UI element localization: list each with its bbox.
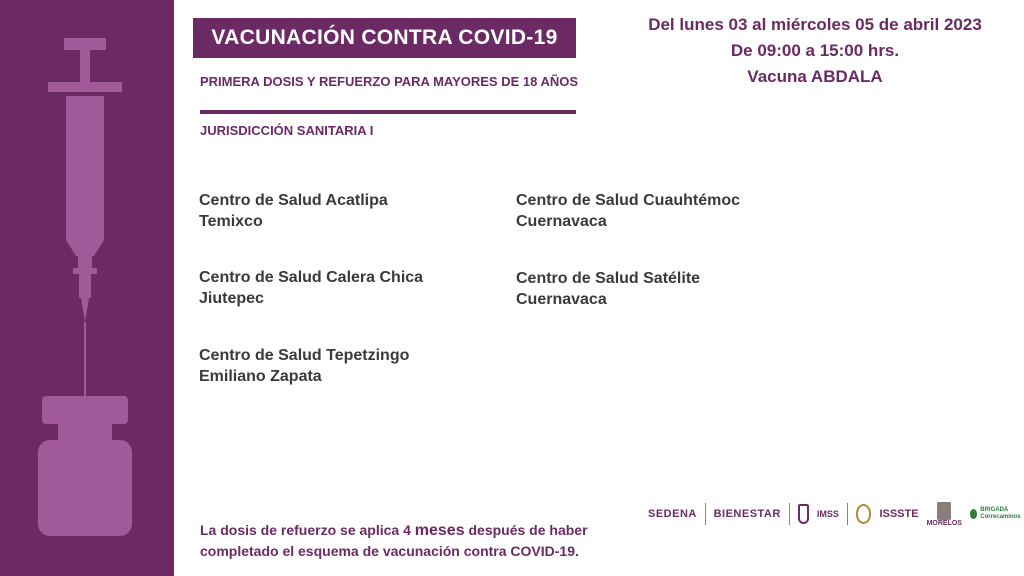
imss-logo: IMSS: [816, 509, 839, 519]
institution-logos: [648, 494, 1024, 534]
center-item: [516, 268, 700, 310]
page-subtitle: PRIMERA DOSIS Y REFUERZO PARA MAYORES DE 18 AÑOS: [200, 74, 579, 89]
center-item: [516, 190, 740, 232]
center-name: Centro de Salud Calera Chica: [199, 269, 424, 286]
logo-separator: [847, 503, 848, 525]
syringe-needle-base: [81, 298, 89, 322]
issste-eagle-icon: [856, 504, 872, 524]
center-city: Jiutepec: [199, 290, 264, 307]
bienestar-logo: BIENESTAR: [713, 508, 781, 520]
jurisdiction-label: JURISDICCIÓN SANITARIA I: [200, 123, 374, 138]
syringe-hub: [78, 256, 92, 270]
booster-note: [200, 520, 630, 562]
vial-cap: [42, 396, 128, 424]
schedule-block: [610, 12, 1020, 90]
sedena-logo: SEDENA: [648, 508, 697, 520]
booster-note-part2: después de haber completado el esquema de vacunación contra COVID-19.: [200, 522, 588, 559]
booster-note-part1: La dosis de refuerzo se aplica 4: [200, 522, 415, 538]
syringe-barrel: [66, 96, 104, 256]
brigada-label: BRIGADA Correcaminos: [980, 507, 1021, 520]
morelos-label: MORELOS: [926, 519, 962, 527]
center-city: Emiliano Zapata: [199, 368, 322, 385]
morelos-logo: [927, 502, 962, 527]
center-city: Temixco: [199, 213, 263, 230]
syringe-needle: [84, 322, 86, 398]
syringe-plunger-rod: [80, 50, 90, 82]
syringe-tip: [79, 274, 91, 298]
center-name: Centro de Salud Acatlipa: [199, 192, 388, 209]
logo-separator: [705, 503, 706, 525]
schedule-dates: Del lunes 03 al miércoles 05 de abril 2023: [648, 15, 982, 34]
center-name: Centro de Salud Cuauhtémoc: [516, 192, 741, 209]
syringe-plunger-cap: [64, 38, 106, 50]
center-city: Cuernavaca: [516, 291, 607, 308]
center-item: [199, 190, 388, 232]
logo-separator: [789, 503, 790, 525]
morelos-crest-icon: [937, 502, 951, 520]
brigada-icon: [970, 509, 977, 519]
center-item: [199, 267, 423, 309]
syringe-flange: [48, 82, 122, 92]
center-name: Centro de Salud Satélite: [516, 270, 701, 287]
schedule-hours: De 09:00 a 15:00 hrs.: [730, 41, 900, 60]
center-city: Cuernavaca: [516, 213, 607, 230]
page-title: VACUNACIÓN CONTRA COVID-19: [193, 18, 576, 58]
sidebar-panel: [0, 0, 174, 576]
brigada-logo: [970, 507, 1024, 521]
vial-neck: [58, 424, 112, 440]
syringe-hub-ring: [73, 268, 97, 274]
center-item: [199, 345, 409, 387]
schedule-vaccine: Vacuna ABDALA: [747, 67, 883, 86]
issste-logo: ISSSTE: [879, 508, 919, 520]
booster-note-emphasis: meses: [414, 522, 465, 539]
syringe-vial-illustration: [0, 0, 174, 576]
divider-line: [200, 110, 576, 114]
vial-body: [38, 440, 132, 536]
center-name: Centro de Salud Tepetzingo: [199, 347, 410, 364]
imss-shield-icon: [798, 504, 809, 524]
